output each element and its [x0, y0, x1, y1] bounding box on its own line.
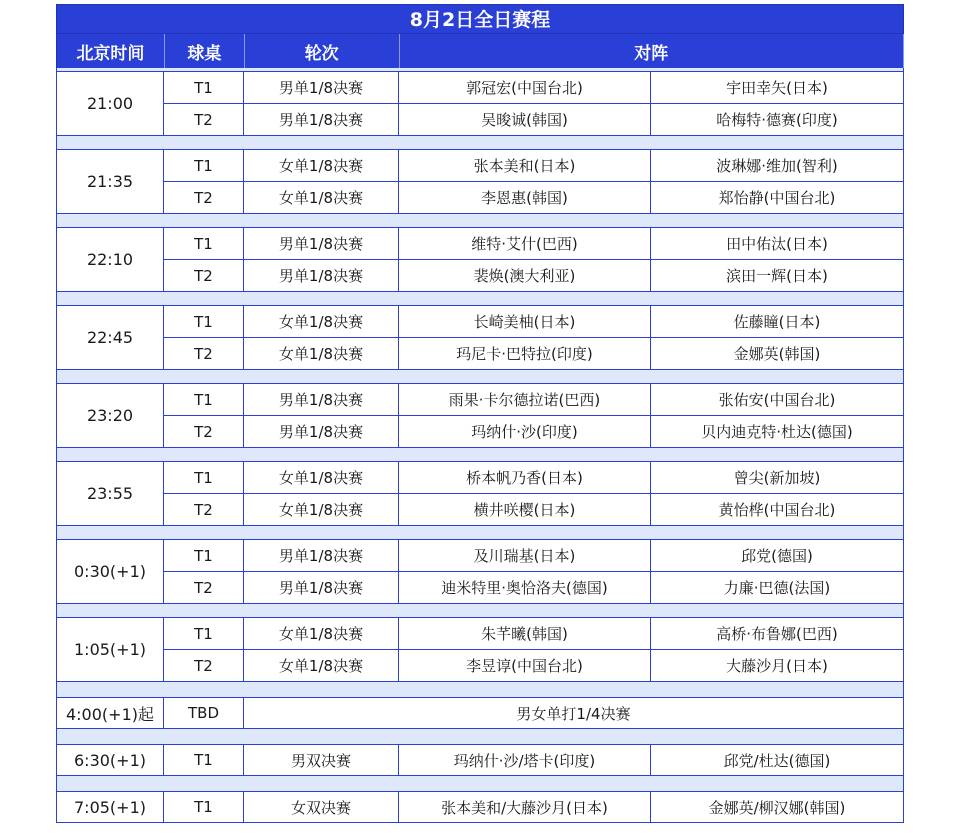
player-right: 高桥·布鲁娜(巴西) — [716, 625, 838, 643]
round-cell: 女双决赛 — [244, 792, 399, 822]
round-cell: 男单1/8决赛 — [244, 384, 399, 415]
player-left: 郭冠宏(中国台北) — [399, 72, 651, 103]
player-right: 宇田幸矢(日本) — [726, 79, 828, 97]
table-cell: T1 — [164, 228, 244, 259]
player-left: 横井咲樱(日本) — [399, 494, 651, 525]
separator — [56, 136, 904, 149]
player-right: 郑怡静(中国台北) — [718, 189, 836, 207]
match-row — [164, 792, 903, 822]
beijing-time: 21:35 — [57, 150, 164, 213]
round-cell: 男单1/8决赛 — [244, 572, 399, 603]
time-block — [56, 791, 904, 823]
player-right: 黄怡桦(中国台北) — [718, 501, 836, 519]
player-left: 桥本帆乃香(日本) — [399, 462, 651, 493]
table-cell: T1 — [164, 540, 244, 571]
table-cell: T2 — [164, 416, 244, 447]
schedule-table — [56, 4, 904, 823]
player-left: 迪米特里·奥恰洛夫(德国) — [399, 572, 651, 603]
round-cell: 男单1/8决赛 — [244, 72, 399, 103]
table-cell: T1 — [164, 745, 244, 775]
header-time: 北京时间 — [57, 34, 165, 68]
round-cell: 女单1/8决赛 — [244, 182, 399, 213]
table-cell: T2 — [164, 572, 244, 603]
time-block — [56, 744, 904, 776]
player-left: 雨果·卡尔德拉诺(巴西) — [399, 384, 651, 415]
round-cell: 女单1/8决赛 — [244, 306, 399, 337]
round-cell: 男单1/8决赛 — [244, 540, 399, 571]
player-right: 佐藤瞳(日本) — [733, 313, 821, 331]
match-row — [164, 306, 903, 337]
table-cell: T2 — [164, 650, 244, 681]
match-row — [164, 384, 903, 415]
round-cell: 女单1/8决赛 — [244, 494, 399, 525]
beijing-time: 22:45 — [57, 306, 164, 369]
match-row — [164, 337, 903, 369]
beijing-time: 7:05(+1) — [57, 792, 164, 822]
merged-event-cell: 男女单打1/4决赛 — [516, 704, 631, 723]
beijing-time: 0:30(+1) — [57, 540, 164, 603]
table-cell: T2 — [164, 260, 244, 291]
time-block — [56, 617, 904, 682]
player-right: 贝内迪克特·杜达(德国) — [701, 423, 853, 441]
beijing-time: 23:20 — [57, 384, 164, 447]
match-row — [164, 571, 903, 603]
table-cell: T1 — [164, 72, 244, 103]
separator — [56, 448, 904, 461]
match-row — [164, 228, 903, 259]
table-cell: T1 — [164, 384, 244, 415]
time-block — [56, 539, 904, 604]
player-right: 哈梅特·德赛(印度) — [716, 111, 838, 129]
schedule-body — [56, 68, 904, 823]
separator — [56, 729, 904, 744]
player-right: 邱党(德国) — [741, 547, 813, 565]
round-cell: 男单1/8决赛 — [244, 104, 399, 135]
player-left: 张本美和(日本) — [399, 150, 651, 181]
player-right: 金娜英/柳汉娜(韩国) — [708, 798, 846, 817]
match-row — [164, 259, 903, 291]
round-cell: 女单1/8决赛 — [244, 150, 399, 181]
beijing-time: 23:55 — [57, 462, 164, 525]
table-cell: T1 — [164, 306, 244, 337]
time-block — [56, 697, 904, 729]
player-right: 大藤沙月(日本) — [726, 657, 828, 675]
player-left: 张本美和/大藤沙月(日本) — [399, 792, 651, 822]
player-right: 曾尖(新加坡) — [733, 469, 821, 487]
player-left: 朱芊曦(韩国) — [399, 618, 651, 649]
beijing-time: 1:05(+1) — [57, 618, 164, 681]
table-cell: T2 — [164, 494, 244, 525]
match-row — [164, 649, 903, 681]
header-matchup: 对阵 — [400, 34, 904, 68]
round-cell: 女单1/8决赛 — [244, 618, 399, 649]
separator — [56, 370, 904, 383]
table-cell: TBD — [164, 698, 244, 728]
player-left: 及川瑞基(日本) — [399, 540, 651, 571]
time-block — [56, 461, 904, 526]
player-left: 玛纳什·沙/塔卡(印度) — [399, 745, 651, 775]
table-cell: T2 — [164, 104, 244, 135]
time-block — [56, 71, 904, 136]
round-cell: 男双决赛 — [244, 745, 399, 775]
separator — [56, 682, 904, 697]
separator — [56, 292, 904, 305]
match-row — [164, 181, 903, 213]
player-left: 长崎美柚(日本) — [399, 306, 651, 337]
time-block — [56, 383, 904, 448]
table-cell: T2 — [164, 338, 244, 369]
player-left: 李恩惠(韩国) — [399, 182, 651, 213]
player-left: 吴晙诚(韩国) — [399, 104, 651, 135]
player-left: 维特·艾什(巴西) — [399, 228, 651, 259]
match-row — [164, 72, 903, 103]
separator — [56, 604, 904, 617]
separator — [56, 526, 904, 539]
header-round: 轮次 — [245, 34, 400, 68]
player-right: 力廉·巴德(法国) — [723, 579, 831, 597]
separator — [56, 214, 904, 227]
player-left: 玛尼卡·巴特拉(印度) — [399, 338, 651, 369]
table-cell: T2 — [164, 182, 244, 213]
round-cell: 男单1/8决赛 — [244, 228, 399, 259]
player-right: 邱党/杜达(德国) — [723, 751, 831, 770]
player-right: 田中佑汰(日本) — [726, 235, 828, 253]
time-block — [56, 227, 904, 292]
match-row — [164, 698, 903, 728]
match-row — [164, 103, 903, 135]
player-right: 滨田一辉(日本) — [726, 267, 828, 285]
player-right: 波琳娜·维加(智利) — [716, 157, 838, 175]
beijing-time: 6:30(+1) — [57, 745, 164, 775]
player-right: 金娜英(韩国) — [733, 345, 821, 363]
schedule-title: 8月2日全日赛程 — [56, 4, 904, 34]
match-row — [164, 540, 903, 571]
table-cell: T1 — [164, 618, 244, 649]
table-cell: T1 — [164, 150, 244, 181]
match-row — [164, 745, 903, 775]
round-cell: 男单1/8决赛 — [244, 416, 399, 447]
beijing-time: 22:10 — [57, 228, 164, 291]
match-row — [164, 493, 903, 525]
round-cell: 女单1/8决赛 — [244, 650, 399, 681]
player-left: 李昱谆(中国台北) — [399, 650, 651, 681]
beijing-time: 4:00(+1)起 — [57, 698, 164, 728]
round-cell: 女单1/8决赛 — [244, 338, 399, 369]
player-left: 裴焕(澳大利亚) — [399, 260, 651, 291]
player-left: 玛纳什·沙(印度) — [399, 416, 651, 447]
header-row — [56, 34, 904, 68]
time-block — [56, 149, 904, 214]
match-row — [164, 415, 903, 447]
table-cell: T1 — [164, 462, 244, 493]
beijing-time: 21:00 — [57, 72, 164, 135]
header-table: 球桌 — [165, 34, 245, 68]
player-right: 张佑安(中国台北) — [718, 391, 836, 409]
round-cell: 女单1/8决赛 — [244, 462, 399, 493]
time-block — [56, 305, 904, 370]
table-cell: T1 — [164, 792, 244, 822]
round-cell: 男单1/8决赛 — [244, 260, 399, 291]
separator — [56, 776, 904, 791]
match-row — [164, 618, 903, 649]
match-row — [164, 150, 903, 181]
match-row — [164, 462, 903, 493]
